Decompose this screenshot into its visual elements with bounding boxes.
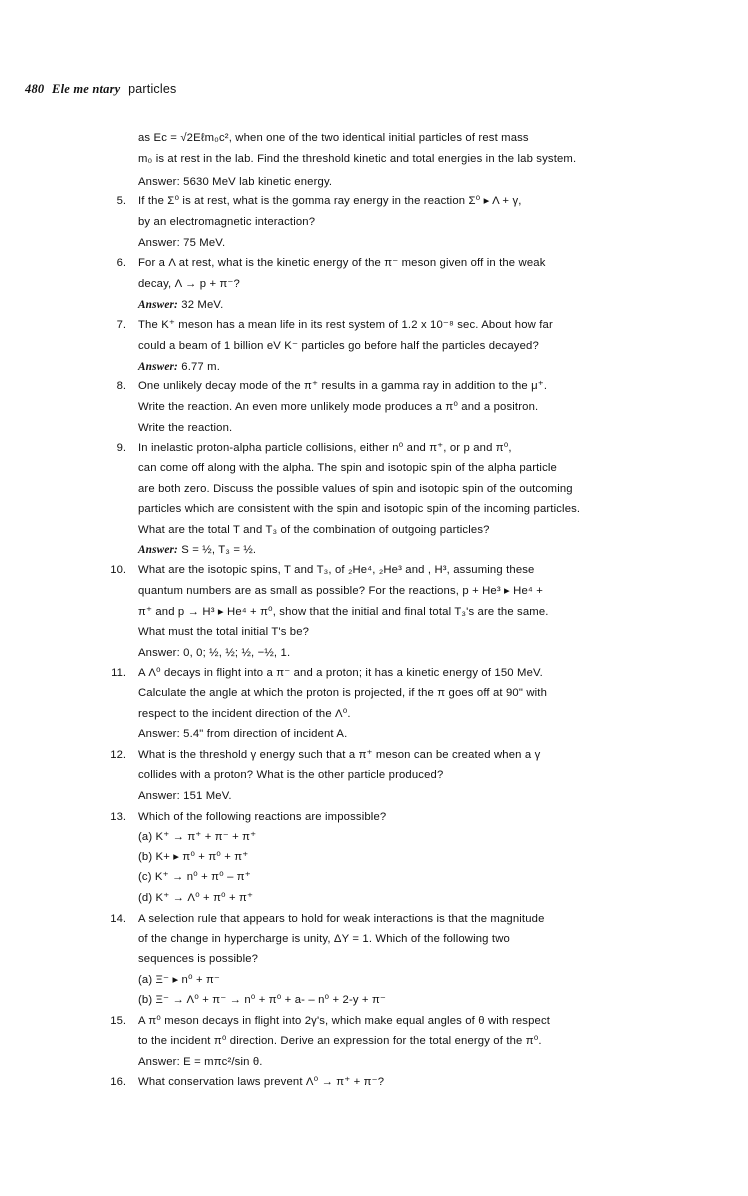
text-line: are both zero. Discuss the possible values of spin and isotopic spin of the outcoming	[138, 483, 573, 495]
text-line: In inelastic proton-alpha particle collisions, either n⁰ and π⁺, or p and π⁰,	[138, 442, 512, 454]
text-line: What must the total initial T's be?	[138, 626, 310, 638]
problem-number: 9.	[116, 442, 126, 454]
text-line: could a beam of 1 billion eV K⁻ particles go before half the particles decayed?	[138, 340, 539, 352]
text-line: decay, Λ → p + π⁻?	[138, 278, 240, 290]
problem-number: 5.	[116, 195, 126, 207]
problem-number: 7.	[116, 319, 126, 331]
text-line: What are the total T and T₃ of the combination of outgoing particles?	[138, 524, 490, 536]
text-line: (c) K⁺ → n⁰ + π⁰ ‒ π⁺	[138, 871, 251, 883]
text-line: If the Σ⁰ is at rest, what is the gomma ray energy in the reaction Σ⁰ ▸ Λ + γ,	[138, 195, 522, 207]
text-line: collides with a proton? What is the other particle produced?	[138, 769, 444, 781]
text-line: Write the reaction.	[138, 422, 233, 434]
text-line: What is the threshold γ energy such that a π⁺ meson can be created when a γ	[138, 749, 541, 761]
problem-number: 15.	[110, 1015, 126, 1027]
problem-number: 16.	[110, 1076, 126, 1088]
header-chapter-word: particles	[128, 82, 177, 96]
text-line: One unlikely decay mode of the π⁺ results in a gamma ray in addition to the μ⁺.	[138, 380, 548, 392]
text-line: Write the reaction. An even more unlikely mode produces a π⁰ and a positron.	[138, 401, 539, 413]
problem-number: 6.	[116, 257, 126, 269]
text-line: A selection rule that appears to hold for weak interactions is that the magnitude	[138, 913, 545, 925]
answer-line: Answer: 5.4" from direction of incident A.	[138, 728, 348, 740]
text-line: by an electromagnetic interaction?	[138, 216, 316, 228]
text-line: (a) K⁺ → π⁺ + π⁻ + π⁺	[138, 831, 257, 843]
text-line: (b) K+ ▸ π⁰ + π⁰ + π⁺	[138, 851, 249, 863]
problem-number: 13.	[110, 811, 126, 823]
text-line: What are the isotopic spins, T and T₃, of ₂He⁴, ₂He³ and , H³, assuming these	[138, 564, 535, 576]
text-line: can come off along with the alpha. The spin and isotopic spin of the alpha particle	[138, 462, 557, 474]
text-line: of the change in hypercharge is unity, ΔY = 1. Which of the following two	[138, 933, 510, 945]
text-line: A π⁰ meson decays in flight into 2γ's, which make equal angles of θ with respect	[138, 1015, 551, 1027]
text-line: sequences is possible?	[138, 953, 259, 965]
text-line: For a Λ at rest, what is the kinetic energy of the π⁻ meson given off in the weak	[138, 257, 546, 269]
page-number: 480	[25, 82, 45, 96]
answer-line: Answer: 151 MeV.	[138, 790, 232, 802]
answer-line: Answer: S = ½, T₃ = ½.	[138, 544, 257, 556]
text-line: Which of the following reactions are impossible?	[138, 811, 387, 823]
text-line: Calculate the angle at which the proton is projected, if the π goes off at 90" with	[138, 687, 548, 699]
text-line: (a) Ξ⁻ ▸ n⁰ + π⁻	[138, 974, 221, 986]
text-line: (b) Ξ⁻ → Λ⁰ + π⁻ → n⁰ + π⁰ + a- ‒ n⁰ + 2-y + π⁻	[138, 994, 387, 1006]
answer-line: Answer: 32 MeV.	[138, 299, 224, 311]
problem-number: 14.	[110, 913, 126, 925]
text-line: A Λ⁰ decays in flight into a π⁻ and a proton; it has a kinetic energy of 150 MeV.	[138, 667, 543, 679]
text-line: π⁺ and p → H³ ▸ He⁴ + π⁰, show that the initial and final total T₃'s are the same.	[138, 606, 549, 618]
problem-number: 11.	[111, 667, 126, 679]
problem-number: 10.	[110, 564, 126, 576]
text-line: respect to the incident direction of the Λ⁰.	[138, 708, 351, 720]
text-line: as Ec = √2Eℓm₀c², when one of the two identical initial particles of rest mass	[138, 132, 529, 144]
answer-line: Answer: E = mπc²/sin θ.	[138, 1056, 263, 1068]
answer-line: Answer: 5630 MeV lab kinetic energy.	[138, 176, 333, 188]
text-line: quantum numbers are as small as possible? For the reactions, p + He³ ▸ He⁴ +	[138, 585, 543, 597]
answer-line: Answer: 75 MeV.	[138, 237, 226, 249]
text-line: The K⁺ meson has a mean life in its rest system of 1.2 x 10⁻⁸ sec. About how far	[138, 319, 553, 331]
text-line: m₀ is at rest in the lab. Find the threshold kinetic and total energies in the lab system.	[138, 153, 577, 165]
text-line: to the incident π⁰ direction. Derive an expression for the total energy of the π⁰.	[138, 1035, 542, 1047]
text-line: particles which are consistent with the spin and isotopic spin of the incoming particles.	[138, 503, 581, 515]
problem-number: 12.	[110, 749, 126, 761]
problem-number: 8.	[116, 380, 126, 392]
header-section-word: Ele me ntary	[52, 82, 121, 96]
answer-line: Answer: 6.77 m.	[138, 361, 220, 373]
text-line: What conservation laws prevent Λ⁰ → π⁺ + π⁻?	[138, 1076, 385, 1088]
text-line: (d) K⁺ → Λ⁰ + π⁰ + π⁺	[138, 892, 254, 904]
running-header	[25, 82, 176, 97]
answer-line: Answer: 0, 0; ½, ½; ½, −½, 1.	[138, 647, 291, 659]
